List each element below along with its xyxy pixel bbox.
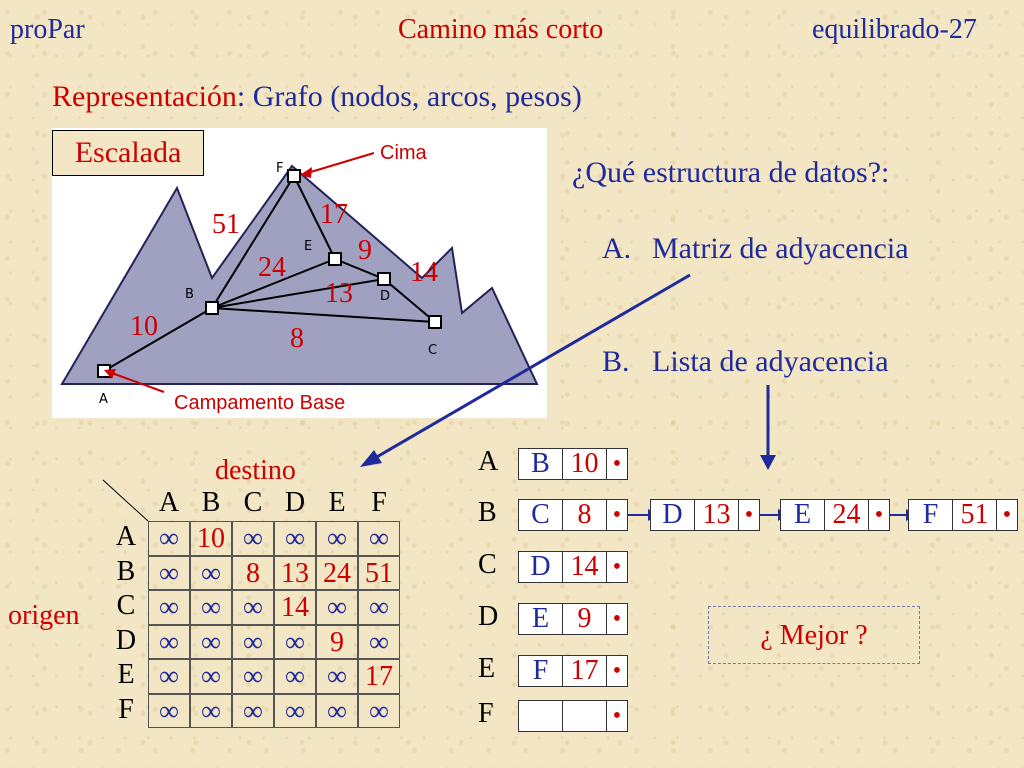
list-node-pointer: • xyxy=(744,502,754,528)
matrix-col-header-c: C xyxy=(243,487,263,518)
list-node-key: C xyxy=(519,500,563,530)
list-node-weight: 17 xyxy=(563,656,607,686)
list-node-pointer: • xyxy=(612,703,622,729)
matrix-cell: ∞ xyxy=(232,590,274,625)
matrix-cell: ∞ xyxy=(232,625,274,660)
node-e-label: E xyxy=(304,239,313,254)
matrix-cell: ∞ xyxy=(358,590,400,625)
list-node-weight: 51 xyxy=(953,500,997,530)
list-node-pointer: • xyxy=(1002,502,1012,528)
campamento-base-label: Campamento Base xyxy=(174,392,346,414)
matrix-cell: ∞ xyxy=(190,659,232,694)
list-node-key: E xyxy=(781,500,825,530)
list-node-key xyxy=(519,701,563,731)
list-node-key: E xyxy=(519,604,563,634)
mejor-box: ¿ Mejor ? xyxy=(708,606,920,664)
weight-a-b: 10 xyxy=(130,311,158,342)
list-node xyxy=(908,499,1018,531)
weight-b-c: 8 xyxy=(290,323,304,354)
matrix-col-header-b: B xyxy=(201,487,221,518)
matrix-row-header-a: A xyxy=(115,521,137,552)
node-a-label: A xyxy=(99,392,108,407)
list-node-weight: 8 xyxy=(563,500,607,530)
matrix-cell: ∞ xyxy=(190,625,232,660)
node-d-label: D xyxy=(380,289,391,304)
list-head-c: C xyxy=(478,549,497,580)
matrix-cell: ∞ xyxy=(358,521,400,556)
matrix-cell: 8 xyxy=(232,556,274,591)
header-left: proPar xyxy=(10,14,85,45)
matrix-cell: ∞ xyxy=(232,521,274,556)
matrix-arrow-head xyxy=(360,450,382,467)
option-b-text: Lista de adyacencia xyxy=(652,345,889,378)
weight-b-e: 24 xyxy=(258,252,286,283)
list-node-key: F xyxy=(519,656,563,686)
weight-b-d: 13 xyxy=(325,278,353,309)
matrix-cell: ∞ xyxy=(148,556,190,591)
list-node xyxy=(780,499,890,531)
list-node-pointer: • xyxy=(612,554,622,580)
matrix-col-title: destino xyxy=(215,455,296,486)
list-head-d: D xyxy=(478,601,499,632)
matrix-cell: 51 xyxy=(358,556,400,591)
matrix-cell: ∞ xyxy=(148,659,190,694)
matrix-cell: ∞ xyxy=(190,556,232,591)
list-node-pointer: • xyxy=(612,451,622,477)
cima-label: Cima xyxy=(380,142,427,164)
list-node-weight: 10 xyxy=(563,449,607,479)
matrix-cell: 14 xyxy=(274,590,316,625)
matrix-cell: ∞ xyxy=(190,590,232,625)
matrix-cell: 13 xyxy=(274,556,316,591)
weight-e-f: 17 xyxy=(320,199,348,230)
list-node-pointer: • xyxy=(612,606,622,632)
header-right: equilibrado-27 xyxy=(812,14,977,45)
option-a-letter: A. xyxy=(602,232,632,265)
matrix-cell: ∞ xyxy=(148,625,190,660)
matrix-cell: ∞ xyxy=(148,590,190,625)
question-text: ¿Qué estructura de datos?: xyxy=(572,156,890,189)
list-node-weight: 9 xyxy=(563,604,607,634)
weight-b-f: 51 xyxy=(212,209,240,240)
node-c-label: C xyxy=(428,343,438,358)
list-node xyxy=(518,448,628,480)
subtitle-label: Representación xyxy=(52,80,237,113)
matrix-row-header-f: F xyxy=(118,693,134,725)
matrix-cell: ∞ xyxy=(232,659,274,694)
matrix-col-header-d: D xyxy=(284,487,306,518)
matrix-cell: ∞ xyxy=(358,625,400,660)
list-node-pointer: • xyxy=(612,658,622,684)
list-node-pointer: • xyxy=(874,502,884,528)
matrix-row-header-b: B xyxy=(116,555,136,587)
matrix-row-title: origen xyxy=(8,600,80,631)
list-node-weight xyxy=(563,701,607,731)
list-node-weight: 13 xyxy=(695,500,739,530)
matrix-cell: 9 xyxy=(316,625,358,660)
list-node xyxy=(518,700,628,732)
matrix-cell: 10 xyxy=(190,521,232,556)
header-center: Camino más corto xyxy=(398,14,604,45)
option-a-text: Matriz de adyacencia xyxy=(652,232,909,265)
matrix-corner-diagonal xyxy=(103,480,148,521)
matrix-row-header-c: C xyxy=(116,590,136,621)
list-node xyxy=(518,603,628,635)
node-f-label: F xyxy=(276,161,284,176)
subtitle-rest: : Grafo (nodos, arcos, pesos) xyxy=(236,80,582,113)
matrix-cell: ∞ xyxy=(316,521,358,556)
matrix-cell: 24 xyxy=(316,556,358,591)
list-node-pointer: • xyxy=(612,502,622,528)
list-node xyxy=(518,655,628,687)
list-head-b: B xyxy=(478,497,497,528)
list-node-key: D xyxy=(651,500,695,530)
matrix-cell: ∞ xyxy=(358,694,400,729)
list-arrow-head xyxy=(760,455,776,470)
node-b-label: B xyxy=(185,287,194,302)
matrix-cell: ∞ xyxy=(190,694,232,729)
matrix-col-header-f: F xyxy=(371,487,387,518)
list-node-key: B xyxy=(519,449,563,479)
list-node-weight: 14 xyxy=(563,552,607,582)
matrix-cell: 17 xyxy=(358,659,400,694)
matrix-row-header-e: E xyxy=(117,659,135,690)
matrix-cell: ∞ xyxy=(274,694,316,729)
matrix-row-header-d: D xyxy=(115,624,137,656)
matrix-cell: ∞ xyxy=(274,521,316,556)
matrix-cell: ∞ xyxy=(274,625,316,660)
matrix-cell: ∞ xyxy=(316,590,358,625)
matrix-cell: ∞ xyxy=(232,694,274,729)
option-b-letter: B. xyxy=(602,345,630,378)
matrix-col-header-a: A xyxy=(158,487,180,518)
escalada-tag: Escalada xyxy=(52,130,204,176)
matrix-cell: ∞ xyxy=(316,659,358,694)
weight-d-c: 14 xyxy=(410,257,438,288)
matrix-cell: ∞ xyxy=(148,521,190,556)
weight-e-d: 9 xyxy=(358,235,372,266)
matrix-cell: ∞ xyxy=(274,659,316,694)
list-node xyxy=(650,499,760,531)
list-node-weight: 24 xyxy=(825,500,869,530)
matrix-cell: ∞ xyxy=(316,694,358,729)
list-head-f: F xyxy=(478,698,494,729)
list-head-e: E xyxy=(478,653,496,684)
list-node-key: F xyxy=(909,500,953,530)
matrix-arrow-line xyxy=(375,275,690,458)
matrix-cell: ∞ xyxy=(148,694,190,729)
list-node xyxy=(518,499,628,531)
list-node-key: D xyxy=(519,552,563,582)
matrix-col-header-e: E xyxy=(328,487,346,518)
list-node xyxy=(518,551,628,583)
list-head-a: A xyxy=(478,446,499,477)
